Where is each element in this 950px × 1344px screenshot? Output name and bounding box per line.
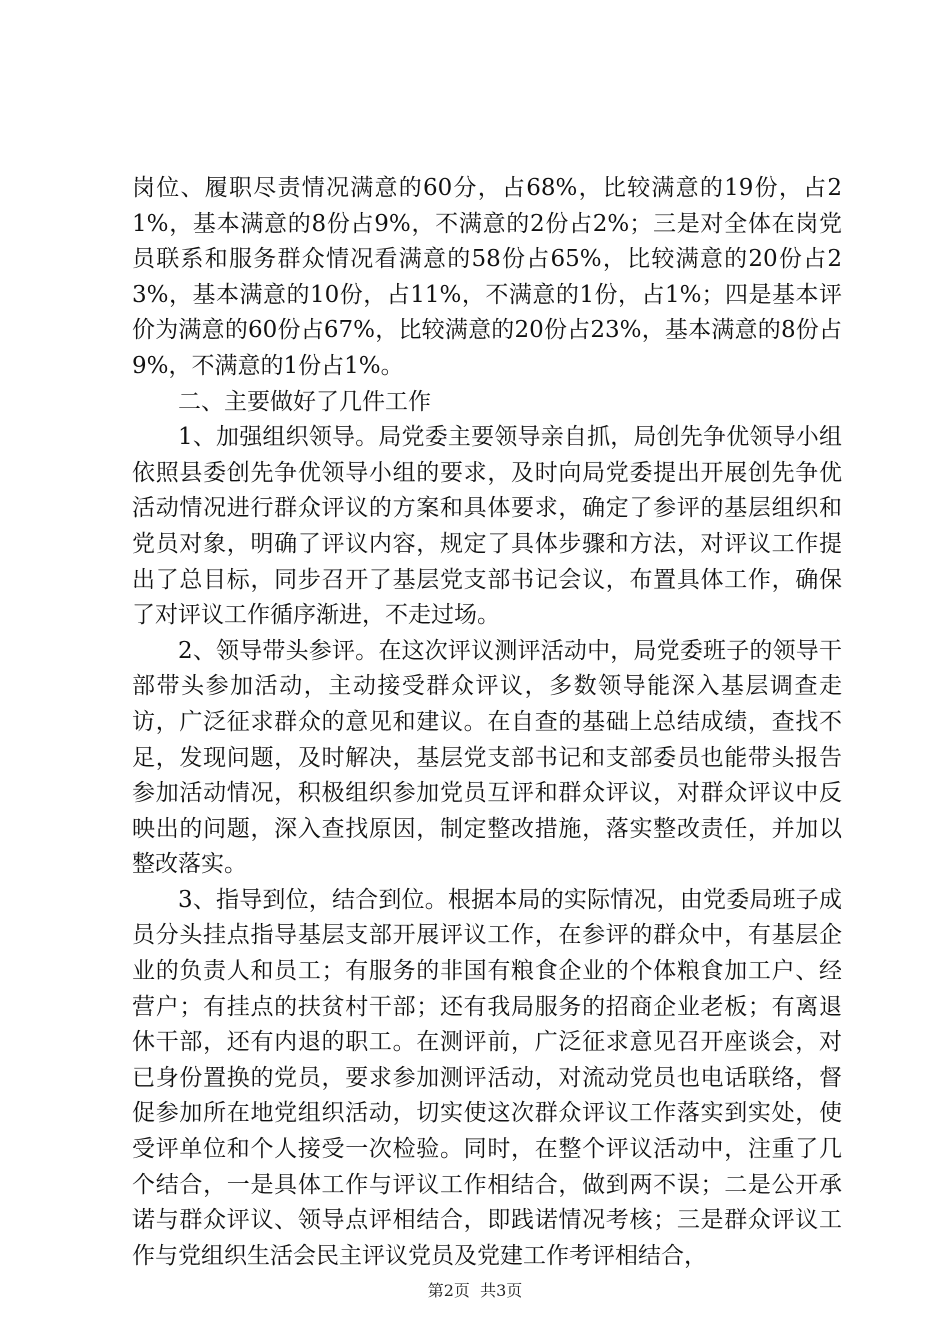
document-body <box>132 171 842 1274</box>
paragraph-survey-results: 岗位、履职尽责情况满意的60分，占68%，比较满意的19份，占21%，基本满意的8份占9%，不满意的2份占2%；三是对全体在岗党员联系和服务群众情况看满意的58份占65%，比较满意的20份占23%，基本满意的10份，占11%，不满意的1份，占1%；四是基本评价为满意的60份占67%，比较满意的20份占23%，基本满意的8份占9%，不满意的1份占1%。 <box>132 175 842 379</box>
paragraph-organization-leadership: 1、加强组织领导。局党委主要领导亲自抓，局创先争优领导小组依照县委创先争优领导小组的要求，及时向局党委提出开展创先争优活动情况进行群众评议的方案和具体要求，确定了参评的基层组织和党员对象，明确了评议内容，规定了具体步骤和方法，对评议工作提出了总目标，同步召开了基层党支部书记会议，布置具体工作，确保了对评议工作循序渐进，不走过场。 <box>132 424 842 629</box>
page-footer <box>0 1278 950 1301</box>
paragraph-leaders-take-lead: 2、领导带头参评。在这次评议测评活动中，局党委班子的领导干部带头参加活动，主动接受群众评议，多数领导能深入基层调查走访，广泛征求群众的意见和建议。在自查的基础上总结成绩，查找不足，发现问题，及时解决，基层党支部书记和支部委员也能带头报告参加活动情况，积极组织参加党员互评和群众评议，对群众评议中反映出的问题，深入查找原因，制定整改措施，落实整改责任，并加以整改落实。 <box>132 637 842 878</box>
paragraph-guidance-integration: 3、指导到位，结合到位。根据本局的实际情况，由党委局班子成员分头挂点指导基层支部开展评议工作，在参评的群众中，有基层企业的负责人和员工；有服务的非国有粮食企业的个体粮食加工户、经营户；有挂点的扶贫村干部；还有我局服务的招商企业老板；有离退休干部，还有内退的职工。在测评前，广泛征求意见召开座谈会，对已身份置换的党员，要求参加测评活动，对流动党员也电话联络，督促参加所在地党组织活动，切实使这次群众评议工作落实到实处，使受评单位和个人接受一次检验。同时，在整个评议活动中，注重了几个结合，一是具体工作与评议工作相结合，做到两不误；二是公开承诺与群众评议、领导点评相结合，即践诺情况考核；三是群众评议工作与党组织生活会民主评议党员及党建工作考评相结合， <box>132 886 842 1269</box>
section-heading-main-work: 二、主要做好了几件工作 <box>178 388 431 415</box>
page-number-label: 第2页 共3页 <box>427 1281 523 1300</box>
